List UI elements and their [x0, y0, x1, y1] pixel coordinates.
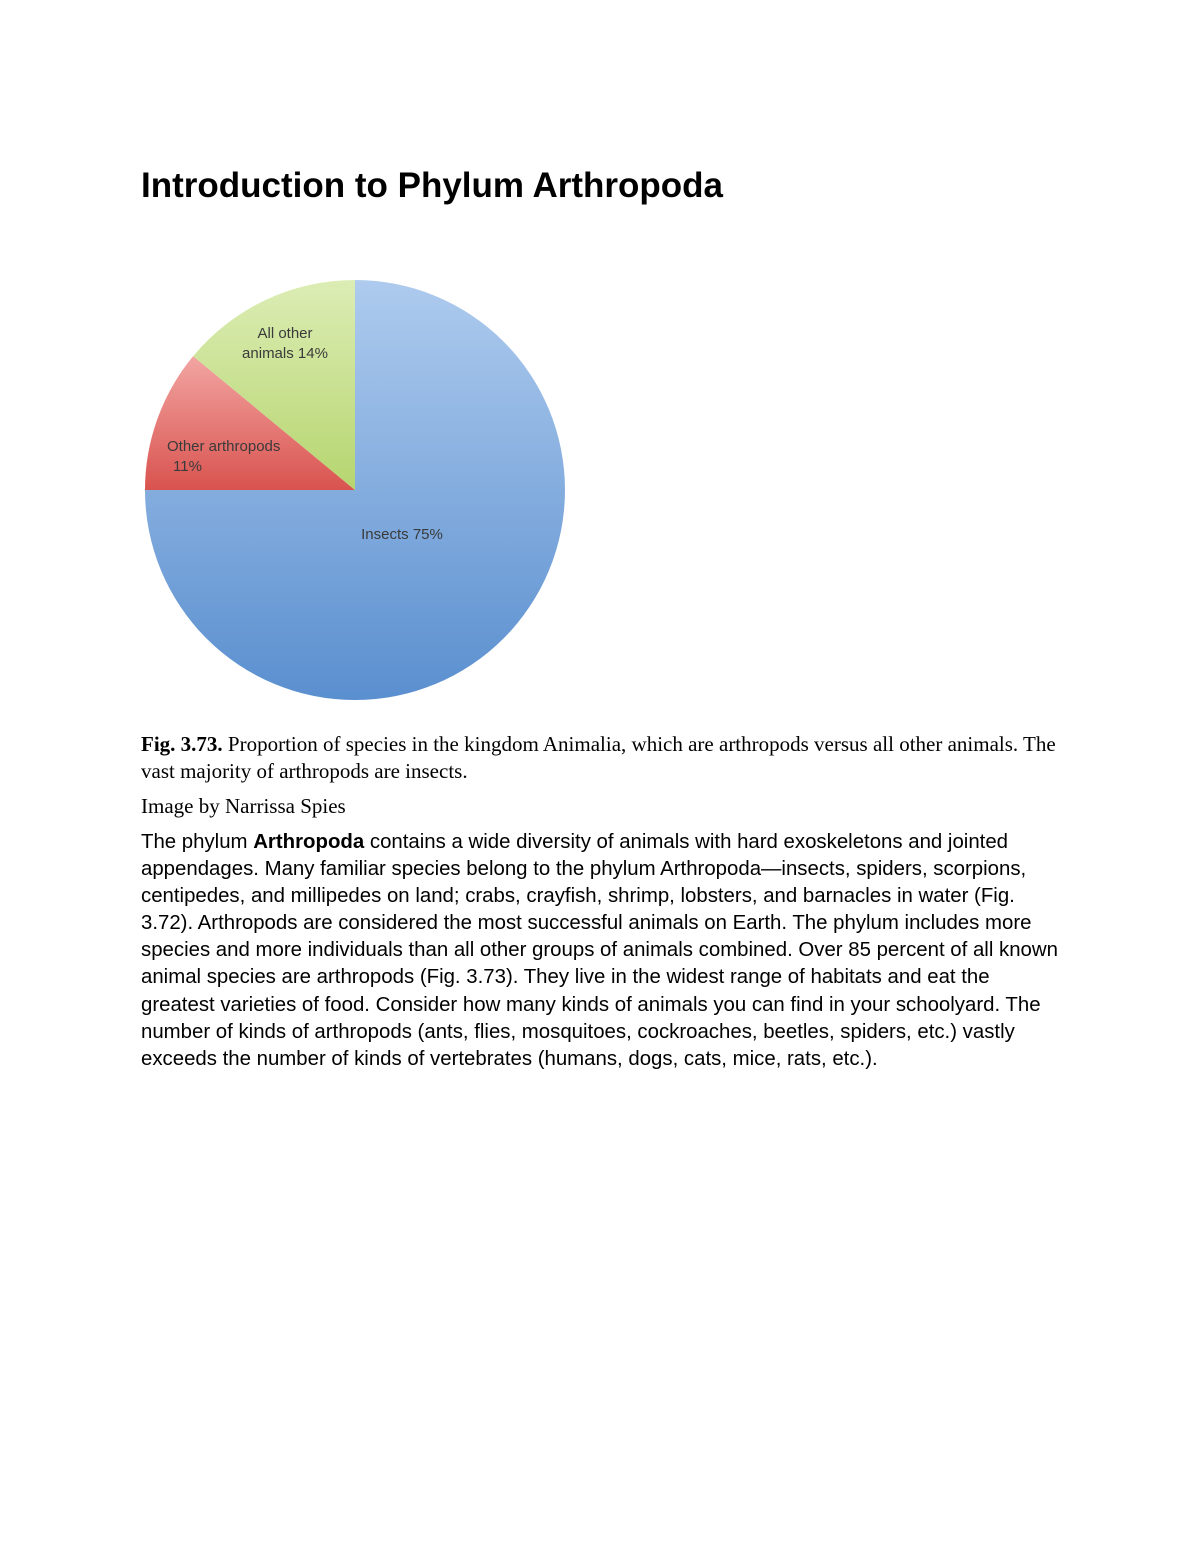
pie-chart-svg	[140, 276, 570, 706]
figure-reference: Fig. 3.73.	[141, 732, 223, 756]
pie-label-insects	[361, 526, 443, 543]
pie-label-insects-line: Insects 75%	[361, 526, 443, 543]
pie-label-other-arthropods-line: 11%	[173, 458, 202, 475]
figure-caption	[141, 731, 1061, 785]
body-term: Arthropoda	[253, 831, 365, 853]
image-credit: Image by Narrissa Spies	[141, 794, 346, 818]
body-rest: contains a wide diversity of animals with hard exoskeletons and jointed appendages. Many familiar species belong to the phylum Arthropoda—insects, spiders, scorpions, centipedes, and millipedes on land; crabs, crayfish, shrimp, lobsters, and barnacles in water (Fig. 3.72). Arthropods are considered the most successful animals on Earth. The phylum includes more species and more individuals than all other groups of animals combined. Over 85 percent of all known animal species are arthropods (Fig. 3.73). They live in the widest range of habitats and eat the greatest varieties of food. Consider how many kinds of animals you can find in your schoolyard. The number of kinds of arthropods (ants, flies, mosquitoes, cockroaches, beetles, spiders, etc.) vastly exceeds the number of kinds of vertebrates (humans, dogs, cats, mice, rats, etc.).	[141, 831, 1058, 1070]
page-title: Introduction to Phylum Arthropoda	[141, 166, 723, 205]
pie-label-all-other-animals-line: animals 14%	[242, 345, 328, 362]
body-paragraph	[141, 829, 1066, 1073]
caption-text: Proportion of species in the kingdom Animalia, which are arthropods versus all other animals. The vast majority of arthropods are insects.	[141, 732, 1056, 783]
pie-label-all-other-animals-line: All other	[257, 325, 313, 342]
pie-label-other-arthropods-line: Other arthropods	[167, 438, 281, 455]
species-pie-chart	[140, 276, 570, 706]
body-lead: The phylum	[141, 831, 254, 853]
